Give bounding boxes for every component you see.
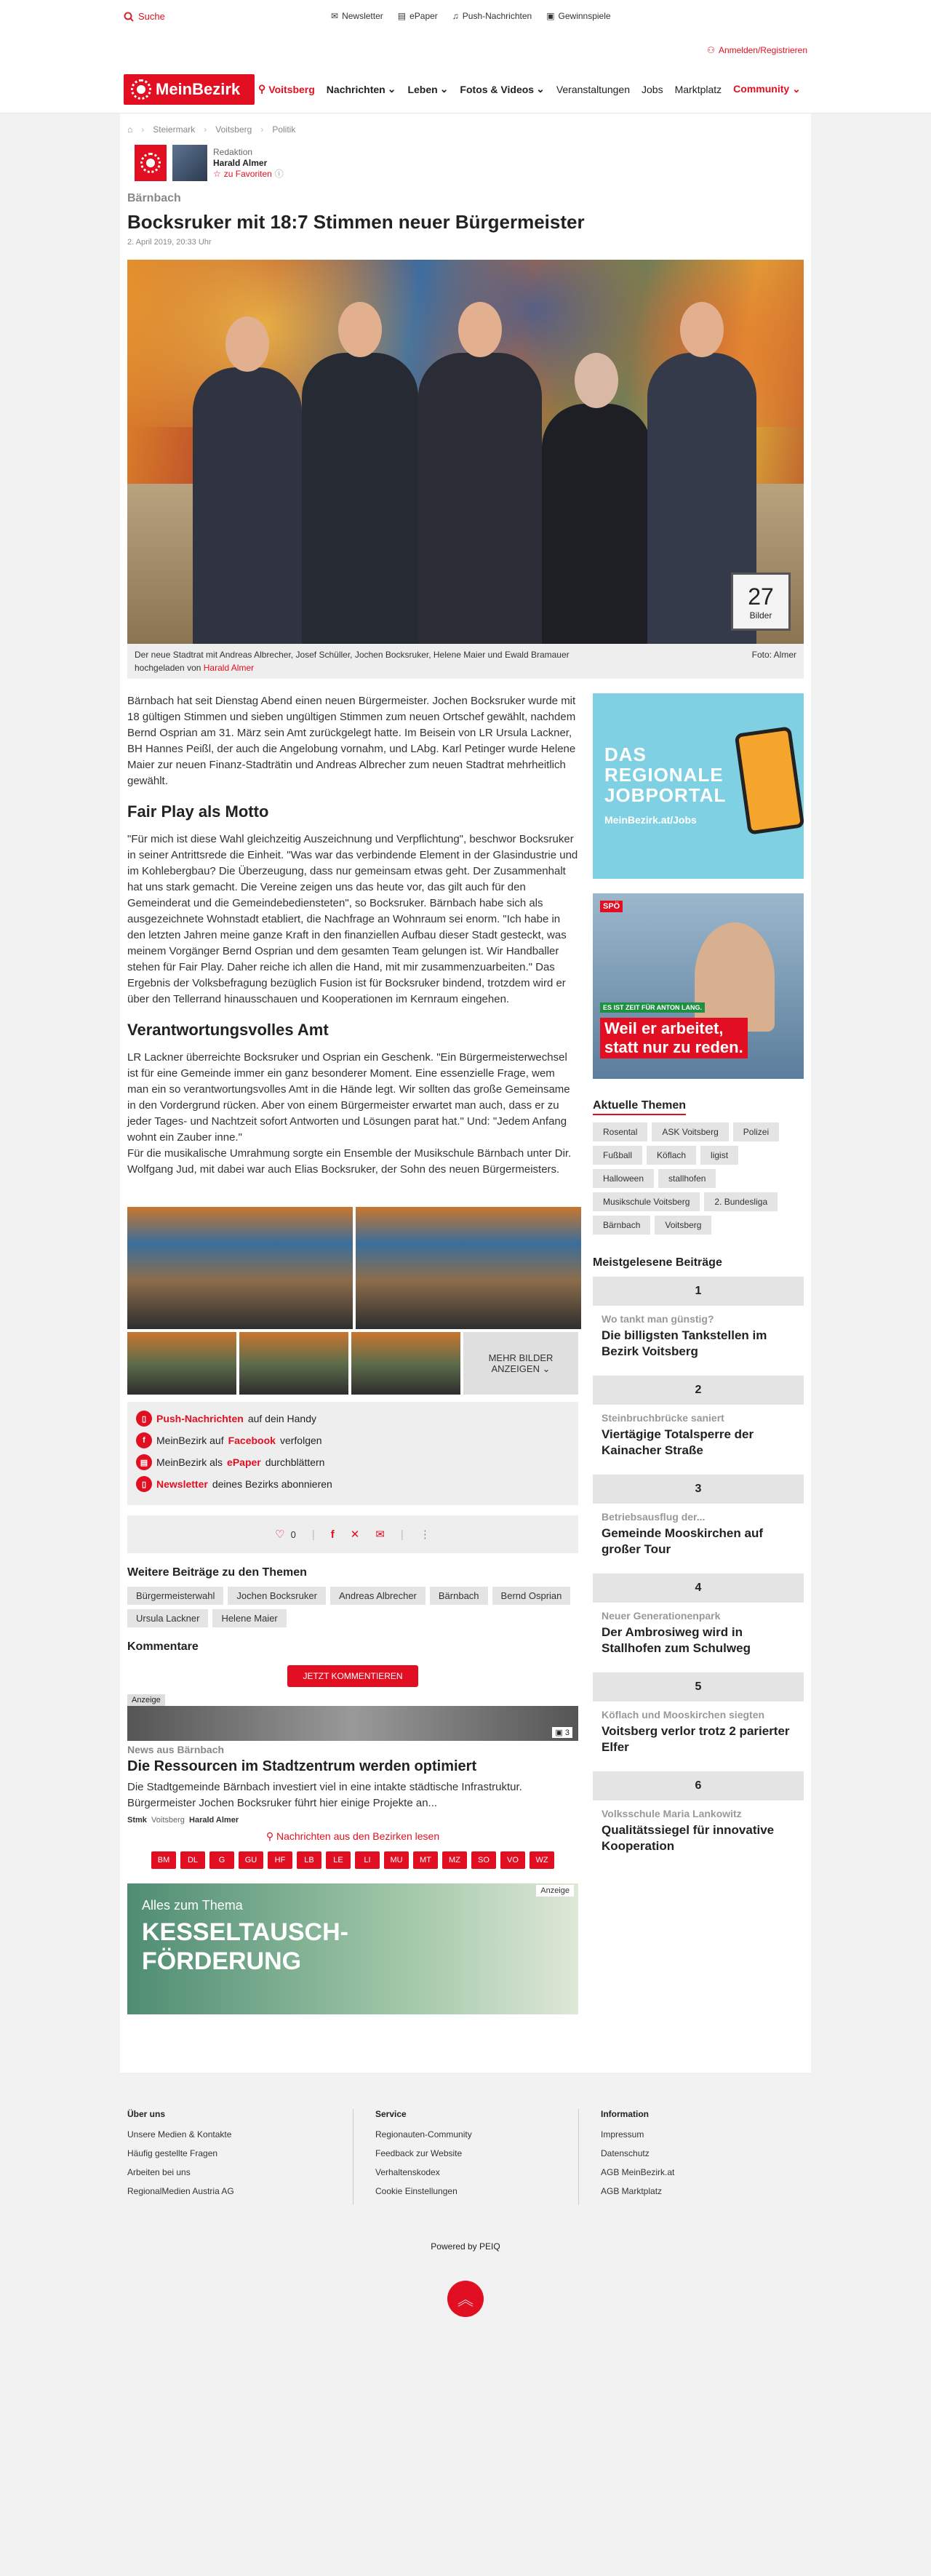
separator: ›	[204, 124, 207, 135]
rank-title: Qualitätssiegel für innovative Kooperation	[602, 1823, 775, 1853]
chevron-down-icon: ⌄	[387, 83, 396, 95]
nav-item-marktplatz[interactable]	[675, 84, 722, 95]
gallery-image[interactable]	[356, 1207, 581, 1329]
most-read-item[interactable]	[593, 1475, 804, 1566]
main-nav	[0, 71, 931, 113]
facebook-text: MeinBezirk auf	[156, 1435, 224, 1446]
image-count-box[interactable]	[731, 573, 791, 631]
epaper-label: ePaper	[409, 11, 438, 21]
image-count: 27	[748, 583, 774, 610]
gallery-image[interactable]	[127, 1207, 353, 1329]
topic-tag[interactable]: Halloween	[593, 1169, 654, 1188]
photo-credit: Foto: Almer	[751, 650, 796, 660]
like-count: 0	[290, 1528, 296, 1540]
login-link[interactable]	[707, 45, 807, 55]
rank-title: Die billigsten Tankstellen im Bezirk Voitsberg	[602, 1328, 767, 1358]
footer-col-service	[353, 2109, 578, 2205]
more-label: MEHR BILDER	[488, 1352, 554, 1363]
comments-heading: Kommentare	[127, 1640, 199, 1653]
topic-tag[interactable]: Musikschule Voitsberg	[593, 1192, 700, 1211]
caption-text: Der neue Stadtrat mit Andreas Albrecher, Josef Schüller, Jochen Bocksruker, Helene Maier und Ewald Bramauer	[135, 650, 570, 660]
tag[interactable]: Bürgermeisterwahl	[127, 1587, 223, 1605]
most-read-item[interactable]	[593, 1574, 804, 1665]
person-4	[542, 404, 651, 644]
rank-kicker: Wo tankt man günstig?	[602, 1313, 714, 1325]
phone-icon: ▯	[136, 1411, 152, 1427]
ad1-line-2: REGIONALE	[604, 764, 724, 786]
user-icon: ⚇	[707, 45, 715, 55]
region-button[interactable]: LE	[326, 1851, 351, 1869]
heart-icon: ♡	[275, 1528, 285, 1541]
double-chevron-up-icon: ︽	[457, 2290, 474, 2309]
facebook-icon: f	[136, 1432, 152, 1448]
region-button[interactable]: MU	[384, 1851, 409, 1869]
rank-kicker: Köflach und Mooskirchen siegten	[602, 1709, 765, 1720]
uploader-link[interactable]: Harald Almer	[203, 663, 255, 673]
gallery-thumb-row	[127, 1332, 581, 1395]
rank-number: 4	[593, 1574, 804, 1603]
x-share-icon[interactable]: ✕	[350, 1528, 360, 1541]
mail-share-icon[interactable]: ✉	[375, 1528, 385, 1541]
person-head	[458, 302, 502, 357]
scroll-to-top-button[interactable]	[447, 2281, 484, 2317]
phone-icon: ▯	[136, 1476, 152, 1492]
breadcrumb-voitsberg[interactable]: Voitsberg	[215, 124, 252, 135]
rank-number: 2	[593, 1376, 804, 1405]
comment-button[interactable]: JETZT KOMMENTIEREN	[287, 1665, 418, 1687]
newsletter-link[interactable]	[331, 11, 383, 21]
nav-label: Leben	[407, 83, 438, 95]
spoe-ad[interactable]	[593, 893, 804, 1079]
topic-tag[interactable]: 2. Bundesliga	[704, 1192, 778, 1211]
hero-image[interactable]	[127, 260, 804, 644]
breadcrumb-steiermark[interactable]: Steiermark	[153, 124, 196, 135]
nav-item-jobs[interactable]	[642, 84, 663, 95]
region-button[interactable]: MZ	[442, 1851, 467, 1869]
rank-kicker: Betriebsausflug der...	[602, 1511, 706, 1523]
promo-meta-author: Harald Almer	[189, 1816, 239, 1825]
facebook-label: Facebook	[228, 1435, 276, 1446]
rank-number: 6	[593, 1771, 804, 1801]
topic-tag[interactable]: Köflach	[647, 1146, 696, 1165]
logo-sun-icon	[131, 79, 151, 100]
epaper-label: ePaper	[227, 1456, 261, 1468]
newsletter-row[interactable]	[136, 1476, 570, 1492]
push-row[interactable]	[136, 1411, 570, 1427]
search-link[interactable]	[124, 11, 165, 22]
footer-heading: Information	[601, 2109, 649, 2119]
search-label: Suche	[138, 11, 165, 22]
banner-big-text	[142, 1918, 564, 1976]
newspaper-icon: ▤	[136, 1454, 152, 1470]
rank-number: 3	[593, 1475, 804, 1504]
facebook-share-icon[interactable]: f	[330, 1528, 335, 1541]
promo-title[interactable]: Die Ressourcen im Stadtzentrum werden optimiert	[127, 1758, 477, 1774]
topic-tag[interactable]: Fußball	[593, 1146, 642, 1165]
site-logo[interactable]	[124, 74, 255, 105]
bell-icon: ♫	[452, 11, 459, 21]
push-text: auf dein Handy	[247, 1413, 316, 1424]
ad1-line-1: DAS	[604, 743, 647, 765]
jobportal-ad[interactable]	[593, 693, 804, 879]
related-heading: Weitere Beiträge zu den Themen	[127, 1566, 307, 1579]
epaper-text-2: durchblättern	[265, 1456, 325, 1468]
info-icon: ⓘ	[274, 168, 284, 179]
topic-tags	[593, 1122, 804, 1235]
region-button[interactable]: SO	[471, 1851, 496, 1869]
more-images-button[interactable]	[463, 1332, 578, 1395]
article-title: Bocksruker mit 18:7 Stimmen neuer Bürgermeister	[127, 211, 585, 233]
image-gallery	[127, 1207, 578, 1395]
footer-col-about	[127, 2109, 353, 2205]
rank-title: Der Ambrosiweg wird in Stallhofen zum Schulweg	[602, 1625, 751, 1655]
topic-tag[interactable]: ligist	[700, 1146, 738, 1165]
topic-tag[interactable]: Voitsberg	[655, 1216, 711, 1235]
nav-label: Marktplatz	[674, 83, 722, 95]
topic-tag[interactable]: Rosental	[593, 1122, 647, 1141]
ad-label: Anzeige	[127, 1694, 165, 1706]
person-head	[680, 302, 724, 357]
more-options-icon[interactable]: ⋮	[419, 1528, 431, 1541]
tag[interactable]: Andreas Albrecher	[330, 1587, 425, 1605]
breadcrumb	[127, 113, 804, 138]
banner-small-text: Alles zum Thema	[142, 1898, 243, 1913]
most-read-item[interactable]	[593, 1672, 804, 1764]
subheading: Verantwortungsvolles Amt	[127, 1021, 329, 1039]
nav-item-fotos-videos[interactable]	[460, 83, 544, 95]
gallery-thumb[interactable]	[351, 1332, 460, 1395]
region-button[interactable]: HF	[268, 1851, 292, 1869]
promo-meta-district: Voitsberg	[151, 1816, 185, 1825]
login-label: Anmelden/Registrieren	[718, 45, 807, 55]
utility-links	[331, 11, 611, 21]
topic-tag[interactable]: ASK Voitsberg	[652, 1122, 728, 1141]
footer-link[interactable]: Arbeiten bei uns	[127, 2167, 191, 2177]
promo-count: 3	[564, 1728, 570, 1737]
footer-link[interactable]: Unsere Medien & Kontakte	[127, 2129, 232, 2140]
powered-by: Powered by PEIQ	[431, 2241, 500, 2252]
footer-link[interactable]: Impressum	[601, 2129, 644, 2140]
region-button[interactable]: BM	[151, 1851, 176, 1869]
nav-item-leben[interactable]	[407, 83, 448, 95]
banner-line-1: KESSELTAUSCH-	[142, 1918, 348, 1946]
footer-heading: Über uns	[127, 2109, 166, 2119]
rank-kicker: Volksschule Maria Lankowitz	[602, 1808, 742, 1819]
promo-desc: Die Stadtgemeinde Bärnbach investiert viel in eine intakte städtische Infrastruktur. Bürgermeister Jochen Bocksruker führt hier einige Projekte an...	[127, 1781, 522, 1809]
footer-link[interactable]: RegionalMedien Austria AG	[127, 2186, 234, 2196]
epaper-text: MeinBezirk als	[156, 1456, 223, 1468]
slogan-line-2: statt nur zu reden.	[604, 1038, 743, 1056]
epaper-row[interactable]	[136, 1454, 570, 1470]
favorite-label: zu Favoriten	[223, 168, 272, 179]
footer-link[interactable]: Verhaltenskodex	[375, 2167, 440, 2177]
logo-text: MeinBezirk	[156, 80, 241, 98]
regions-link[interactable]	[127, 1830, 578, 1843]
camera-icon: ▣	[555, 1728, 563, 1737]
person-head	[225, 316, 269, 372]
promo-meta	[127, 1816, 578, 1825]
logo-sun-icon	[140, 153, 161, 173]
promo-meta-region: Stmk	[127, 1816, 147, 1825]
region-button[interactable]: DL	[180, 1851, 205, 1869]
nav-item-nachrichten[interactable]	[327, 83, 396, 95]
gewinnspiele-label: Gewinnspiele	[558, 11, 611, 21]
separator: |	[400, 1528, 404, 1541]
nav-label: Fotos & Videos	[460, 83, 535, 95]
pin-icon: ⚲	[258, 83, 266, 95]
nav-item-community[interactable]	[733, 83, 801, 95]
push-link[interactable]	[452, 11, 532, 21]
push-label: Push-Nachrichten	[156, 1413, 244, 1424]
footer-link[interactable]: AGB Marktplatz	[601, 2186, 663, 2196]
author-box	[127, 138, 804, 182]
region-button[interactable]: WZ	[530, 1851, 554, 1869]
image-count-label: Bilder	[749, 610, 772, 621]
facebook-text-2: verfolgen	[279, 1435, 322, 1446]
rank-kicker: Steinbruchbrücke saniert	[602, 1412, 724, 1424]
topic-tag[interactable]: Polizei	[733, 1122, 779, 1141]
favorite-button[interactable]	[213, 169, 284, 180]
chevron-down-icon: ⌄	[792, 83, 801, 95]
follow-box	[127, 1402, 578, 1505]
nav-items	[258, 83, 801, 95]
paragraph: "Für mich ist diese Wahl gleichzeitig Auszeichnung und Verpflichtung", beschwor Bocksruker in seiner Antrittsrede die Einheit. "Was war das verbindende Element in der Glasindustrie und im Kohlebergbau? Die Überzeugung, dass nur gemeinsam etwas geht. Der Zusammenhalt hat uns stark gemacht. Die Vereine zeigen uns das heute vor, das gilt auch für den Gemeinderat und die Gemeindebediensteten", so Bocksruker. Bärnbach habe sich als ausgezeichnete Wohnstadt etabliert, die Nachfrage an Wohnraum sei enorm. "Ich habe in den letzten Jahren meine ganze Kraft in den finanziellen Aufbau dieser Stadt gesteckt, was meinem Vorgänger Bernd Osprian und dem gesamten Team gelungen ist. Wir Handballer stehen für Fair Play. Daher reiche ich allen die Hand, mit mir zusammenzuarbeiten." Das Ergebnis der Volksbefragung bezüglich Fusion ist für Bocksruker bindend, trotzdem wird er über den Tellerrand hinausschauen und Kooperationen im Kernraum eingehen.	[127, 833, 578, 1005]
prize-icon: ▣	[546, 11, 555, 21]
footer-link[interactable]: Regionauten-Community	[375, 2129, 472, 2140]
share-bar	[127, 1515, 578, 1553]
article-date: 2. April 2019, 20:33 Uhr	[127, 238, 212, 247]
rank-number: 5	[593, 1672, 804, 1702]
page-content	[120, 113, 811, 2073]
author-name[interactable]: Harald Almer	[213, 157, 268, 168]
ad-label: Anzeige	[536, 1885, 574, 1897]
region-button[interactable]: GU	[239, 1851, 263, 1869]
tag[interactable]: Helene Maier	[212, 1609, 286, 1627]
uploaded-label: hochgeladen von	[135, 663, 201, 673]
ad2-tagline: ES IST ZEIT FÜR ANTON LANG.	[600, 1002, 705, 1013]
facebook-row[interactable]	[136, 1432, 570, 1448]
push-label: Push-Nachrichten	[462, 11, 532, 21]
breadcrumb-politik[interactable]: Politik	[272, 124, 296, 135]
article-body	[127, 693, 578, 1178]
footer-link[interactable]: AGB MeinBezirk.at	[601, 2167, 675, 2177]
region-buttons	[127, 1851, 578, 1869]
location-selector[interactable]	[258, 83, 315, 95]
footer-link[interactable]: Häufig gestellte Fragen	[127, 2148, 218, 2158]
like-button[interactable]	[275, 1528, 296, 1541]
image-caption	[127, 644, 804, 679]
separator: |	[311, 1528, 315, 1541]
nav-item-veranstaltungen[interactable]	[556, 84, 630, 95]
kesseltausch-banner[interactable]	[127, 1883, 578, 2014]
author-meta	[213, 147, 284, 180]
star-icon: ☆	[213, 168, 221, 179]
redaktion-logo	[135, 145, 167, 181]
more-label-2: ANZEIGEN ⌄	[491, 1363, 551, 1374]
gallery-thumb[interactable]	[239, 1332, 348, 1395]
content-columns	[127, 693, 804, 2014]
more-label-text: ANZEIGEN	[491, 1363, 540, 1374]
epaper-link[interactable]	[398, 11, 438, 21]
separator: ›	[260, 124, 264, 135]
ad2-slogan	[600, 1018, 748, 1058]
region-button[interactable]: VO	[500, 1851, 525, 1869]
person-1	[193, 367, 302, 644]
newsletter-text: deines Bezirks abonnieren	[212, 1478, 332, 1490]
footer-link[interactable]: Datenschutz	[601, 2148, 650, 2158]
utility-bar	[0, 0, 931, 33]
chevron-down-icon: ⌄	[439, 83, 449, 95]
mail-icon: ✉	[331, 11, 339, 21]
search-icon	[124, 12, 134, 22]
paragraph: Bärnbach hat seit Dienstag Abend einen neuen Bürgermeister. Jochen Bocksruker wurde mit 18 gültigen Stimmen und sieben ungültigen Stimmen zum neuen Ortschef gewählt, nachdem Bernd Osprian am 31. März sein Amt zurückgelegt hatte. Im Beisein von LR Ursula Lackner, BH Hannes Peißl, der auch die Angelobung vornahm, und LAbg. Karl Petinger wurde Helene Maier zur neuen Finanz-Stadträtin und Andreas Albrecher zum neuen Stadtrat mehrheitlich gewählt.	[127, 695, 576, 787]
tag[interactable]: Bärnbach	[430, 1587, 488, 1605]
region-button[interactable]: MT	[413, 1851, 438, 1869]
rank-kicker: Neuer Generationenpark	[602, 1610, 721, 1622]
login-row	[0, 33, 931, 71]
rank-title: Viertägige Totalsperre der Kainacher Straße	[602, 1427, 754, 1457]
region-button[interactable]: LB	[297, 1851, 321, 1869]
related-tags	[127, 1587, 578, 1627]
separator: ›	[141, 124, 145, 135]
sidebar	[593, 693, 804, 2014]
person-2	[302, 353, 418, 644]
person-head	[338, 302, 382, 357]
rank-title: Voitsberg verlor trotz 2 parierter Elfer	[602, 1724, 790, 1754]
person-head	[575, 353, 618, 408]
tag[interactable]: Jochen Bocksruker	[228, 1587, 326, 1605]
tag[interactable]: Ursula Lackner	[127, 1609, 208, 1627]
most-read-item[interactable]	[593, 1277, 804, 1368]
chevron-down-icon: ⌄	[536, 83, 545, 95]
gallery-thumb[interactable]	[127, 1332, 236, 1395]
promo-kicker: News aus Bärnbach	[127, 1744, 225, 1755]
candidate-photo	[695, 922, 775, 1032]
uploaded-by	[135, 663, 254, 673]
footer-col-info	[578, 2109, 804, 2205]
main-column	[127, 693, 578, 2014]
region-button[interactable]: G	[209, 1851, 234, 1869]
regions-link-label: Nachrichten aus den Bezirken lesen	[276, 1830, 440, 1842]
location-label: Voitsberg	[268, 83, 315, 95]
region-button[interactable]: LI	[355, 1851, 380, 1869]
footer	[120, 2073, 811, 2205]
party-logo: SPÖ	[600, 901, 623, 912]
author-role: Redaktion	[213, 146, 253, 157]
tag[interactable]: Bernd Osprian	[492, 1587, 571, 1605]
person-3	[418, 353, 542, 644]
rank-title: Gemeinde Mooskirchen auf großer Tour	[602, 1526, 763, 1556]
footer-link[interactable]: Feedback zur Website	[375, 2148, 463, 2158]
article-kicker: Bärnbach	[127, 192, 181, 204]
rank-number: 1	[593, 1277, 804, 1306]
topic-tag[interactable]: stallhofen	[658, 1169, 716, 1188]
paragraph: Für die musikalische Umrahmung sorgte ein Ensemble der Musikschule Bärnbach unter Dir. Wolfgang Jud, mit dabei war auch Elias Bocksruker, der Sohn des neuen Bürgermeisters.	[127, 1147, 572, 1176]
paragraph: LR Lackner überreichte Bocksruker und Osprian ein Geschenk. "Ein Bürgermeisterwechsel ist für eine Gemeinde immer ein ganz besonderer Moment. Eine essenzielle Frage, wem man ein so verantwortungsvolles Amt in die Hände legt. Wir sollten das große Gemeinsame in den Vordergrund rücken. Aber von einem Bürgermeister erwartet man auch, dass er zu jeder Tages- und Nachtzeit sofort Antworten und Lösungen parat hat." Und: "Jedem Anfang wohnt ein Zauber inne."	[127, 1051, 570, 1144]
most-read-item[interactable]	[593, 1771, 804, 1863]
promo-image[interactable]	[127, 1706, 578, 1741]
home-icon[interactable]: ⌂	[127, 124, 133, 135]
subheading: Fair Play als Motto	[127, 802, 269, 821]
most-read-heading: Meistgelesene Beiträge	[593, 1256, 722, 1269]
nav-label: Jobs	[642, 83, 663, 95]
nav-label: Nachrichten	[326, 83, 385, 95]
slogan-line-1: Weil er arbeitet,	[604, 1019, 724, 1037]
promo-article[interactable]	[127, 1687, 578, 1825]
author-avatar[interactable]	[172, 145, 207, 181]
promo-image-count	[552, 1727, 572, 1738]
banner-line-2: FÖRDERUNG	[142, 1947, 302, 1975]
gewinnspiele-link[interactable]	[546, 11, 610, 21]
topics-heading: Aktuelle Themen	[593, 1099, 686, 1115]
caption-text-wrap	[135, 648, 570, 674]
topic-tag[interactable]: Bärnbach	[593, 1216, 650, 1235]
footer-link[interactable]: Cookie Einstellungen	[375, 2186, 457, 2196]
newsletter-label: Newsletter	[342, 11, 383, 21]
nav-label: Community	[733, 83, 790, 95]
most-read-item[interactable]	[593, 1376, 804, 1467]
nav-label: Veranstaltungen	[556, 83, 631, 95]
ad1-line-3: JOBPORTAL	[604, 784, 727, 806]
pin-icon: ⚲	[265, 1830, 274, 1842]
newsletter-label: Newsletter	[156, 1478, 208, 1490]
ad1-url: MeinBezirk.at/Jobs	[604, 814, 697, 826]
footer-heading: Service	[375, 2109, 407, 2119]
paper-icon: ▤	[397, 11, 407, 21]
